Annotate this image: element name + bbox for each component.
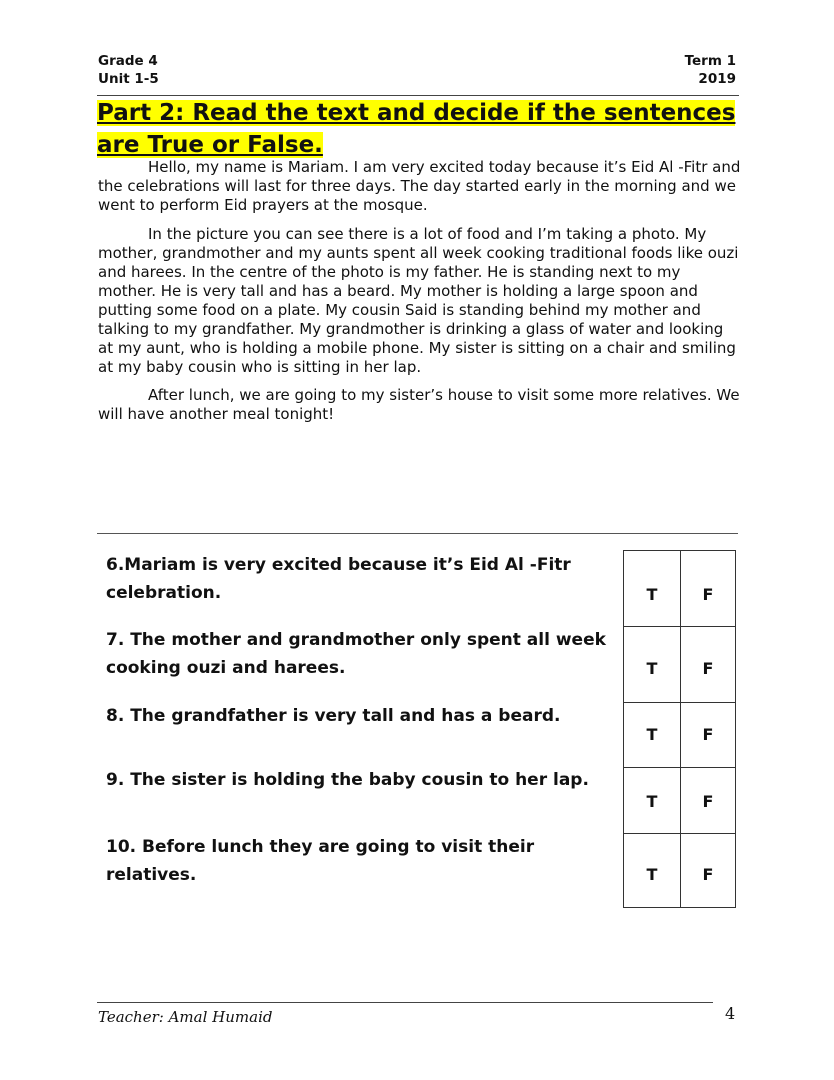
q6-false-option[interactable]: F: [702, 585, 714, 604]
header-divider: [97, 95, 739, 96]
teacher-credit: Teacher: Amal Humaid: [98, 1008, 273, 1026]
grid-row-divider: [624, 702, 735, 703]
q9-false-option[interactable]: F: [702, 792, 714, 811]
reading-passage: [98, 158, 743, 434]
true-false-grid: [623, 550, 736, 908]
year-label: 2019: [698, 71, 736, 87]
grid-row-divider: [624, 767, 735, 768]
passage-paragraph-1: Hello, my name is Mariam. I am very excited today because it’s Eid Al -Fitr and the celebrations will last for three days. The day started early in the morning and we went to perform Eid prayers at the mosque.: [98, 158, 741, 214]
q8-false-option[interactable]: F: [702, 725, 714, 744]
header-left: [98, 52, 159, 88]
term-label: Term 1: [684, 53, 736, 69]
q8-true-option[interactable]: T: [646, 725, 658, 744]
section-heading-text: Part 2: Read the text and decide if the sentences are True or False.: [97, 100, 736, 158]
grid-row-divider: [624, 626, 735, 627]
grid-row-divider: [624, 833, 735, 834]
question-6: 6.Mariam is very excited because it’s Eid Al -Fitr celebration.: [106, 555, 571, 603]
q6-true-option[interactable]: T: [646, 585, 658, 604]
question-9: 9. The sister is holding the baby cousin to her lap.: [106, 770, 589, 790]
header-right: [685, 52, 736, 88]
question-8: 8. The grandfather is very tall and has a beard.: [106, 706, 561, 726]
grade-label: Grade 4: [98, 53, 158, 69]
q7-true-option[interactable]: T: [646, 659, 658, 678]
question-10: 10. Before lunch they are going to visit their relatives.: [106, 837, 535, 885]
footer-divider: [97, 1002, 713, 1003]
question-7: 7. The mother and grandmother only spent all week cooking ouzi and harees.: [106, 630, 606, 678]
section-heading: [97, 97, 747, 161]
section-divider: [97, 533, 738, 534]
q7-false-option[interactable]: F: [702, 659, 714, 678]
q10-false-option[interactable]: F: [702, 865, 714, 884]
passage-paragraph-2: In the picture you can see there is a lot of food and I’m taking a photo. My mother, grandmother and my aunts spent all week cooking traditional foods like ouzi and harees. In the centre of the photo is my father. He is standing next to my mother. He is very tall and has a beard. My mother is holding a large spoon and putting some food on a plate. My cousin Said is standing behind my mother and talking to my grandfather. My grandmother is drinking a glass of water and looking at my aunt, who is holding a mobile phone. My sister is sitting on a chair and smiling at my baby cousin who is sitting in her lap.: [98, 224, 739, 376]
q10-true-option[interactable]: T: [646, 865, 658, 884]
unit-label: Unit 1-5: [98, 71, 159, 87]
q9-true-option[interactable]: T: [646, 792, 658, 811]
page-number: 4: [725, 1004, 736, 1023]
passage-paragraph-3: After lunch, we are going to my sister’s house to visit some more relatives. We will have another meal tonight!: [98, 386, 740, 423]
